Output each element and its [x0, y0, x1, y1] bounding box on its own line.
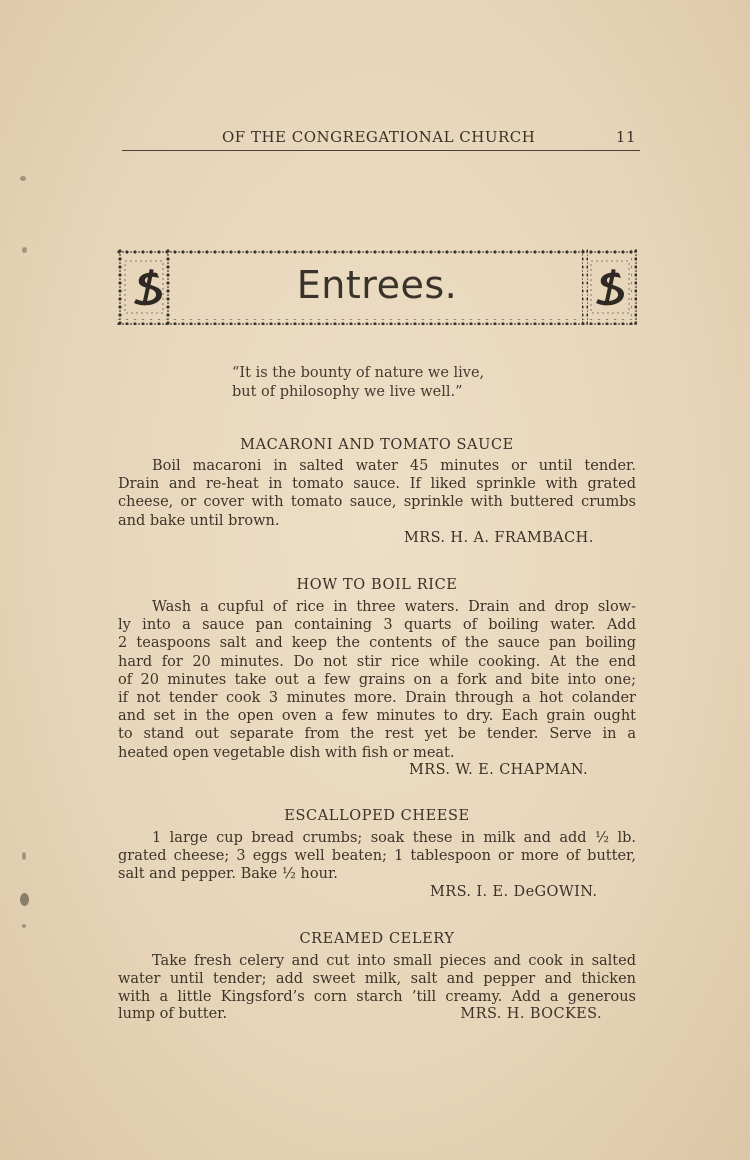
running-head [122, 128, 640, 151]
recipe-line: 2 teaspoons salt and keep the contents of the sauce pan boiling [118, 635, 636, 652]
recipe-line: Drain and re-heat in tomato sauce. If liked sprinkle with grated [118, 476, 636, 493]
recipe-line: Take fresh celery and cut into small pieces and cook in salted [152, 953, 636, 969]
page-number: 11 [615, 128, 636, 146]
recipe-line: and set in the open oven a few minutes to dry. Each grain ought [118, 708, 636, 725]
recipe-author: MRS. H. BOCKES. [460, 1006, 602, 1022]
recipe-line: with a little Kingsford’s corn starch ’till creamy. Add a generous [118, 989, 636, 1006]
recipe-line: ly into a sauce pan containing 3 quarts of boiling water. Add [118, 617, 636, 634]
recipe-line: 1 large cup bread crumbs; soak these in milk and add ½ lb. [152, 830, 636, 846]
recipe-author: MRS. H. A. FRAMBACH. [404, 530, 594, 546]
recipe-line: hard for 20 minutes. Do not stir rice while cooking. At the end [118, 653, 636, 670]
recipe-line: Wash a cupful of rice in three waters. Drain and drop slow- [152, 599, 636, 615]
recipe-body [118, 829, 636, 884]
recipe-line: lump of butter. [118, 1006, 228, 1022]
recipe-line: cheese, or cover with tomato sauce, sprinkle with buttered crumbs [118, 494, 636, 511]
recipe-line: salt and pepper. Bake ½ hour. [118, 866, 338, 883]
epigraph [232, 364, 484, 402]
recipe-line: Boil macaroni in salted water 45 minutes or until tender. [152, 458, 636, 474]
recipe-title: ESCALLOPED CHEESE [284, 808, 470, 824]
paper-speck [22, 247, 27, 253]
paper-speck [20, 176, 26, 181]
paper-speck [20, 893, 29, 906]
paper-speck [22, 852, 26, 860]
section-banner [117, 249, 637, 325]
epigraph-line: but of philosophy we live well.” [232, 384, 463, 400]
recipe-title: HOW TO BOIL RICE [296, 577, 458, 593]
recipe-body [118, 952, 636, 1007]
recipe-title: MACARONI AND TOMATO SAUCE [240, 437, 514, 453]
paper-speck [22, 924, 26, 928]
recipe-line: heated open vegetable dish with fish or meat. [118, 744, 455, 761]
epigraph-line: “It is the bounty of nature we live, [232, 365, 485, 381]
recipe-line: of 20 minutes take out a few grains on a fork and bite into one; [118, 671, 636, 688]
recipe-line: water until tender; add sweet milk, salt and pepper and thicken [118, 971, 636, 988]
recipe-line: and bake until brown. [118, 512, 280, 529]
recipe-title: CREAMED CELERY [299, 931, 455, 947]
recipe-line: if not tender cook 3 minutes more. Drain through a hot colander [118, 689, 636, 706]
recipe-line: grated cheese; 3 eggs well beaten; 1 tablespoon or more of butter, [118, 848, 636, 865]
recipe-body [118, 598, 636, 762]
recipe-body [118, 457, 636, 530]
section-title: Entrees. [296, 263, 458, 307]
recipe-line: to stand out separate from the rest yet be tender. Serve in a [118, 726, 636, 743]
recipe-author: MRS. W. E. CHAPMAN. [409, 762, 589, 778]
recipe-author: MRS. I. E. DeGOWIN. [430, 884, 598, 900]
running-head-title: OF THE CONGREGATIONAL CHURCH [222, 128, 536, 146]
